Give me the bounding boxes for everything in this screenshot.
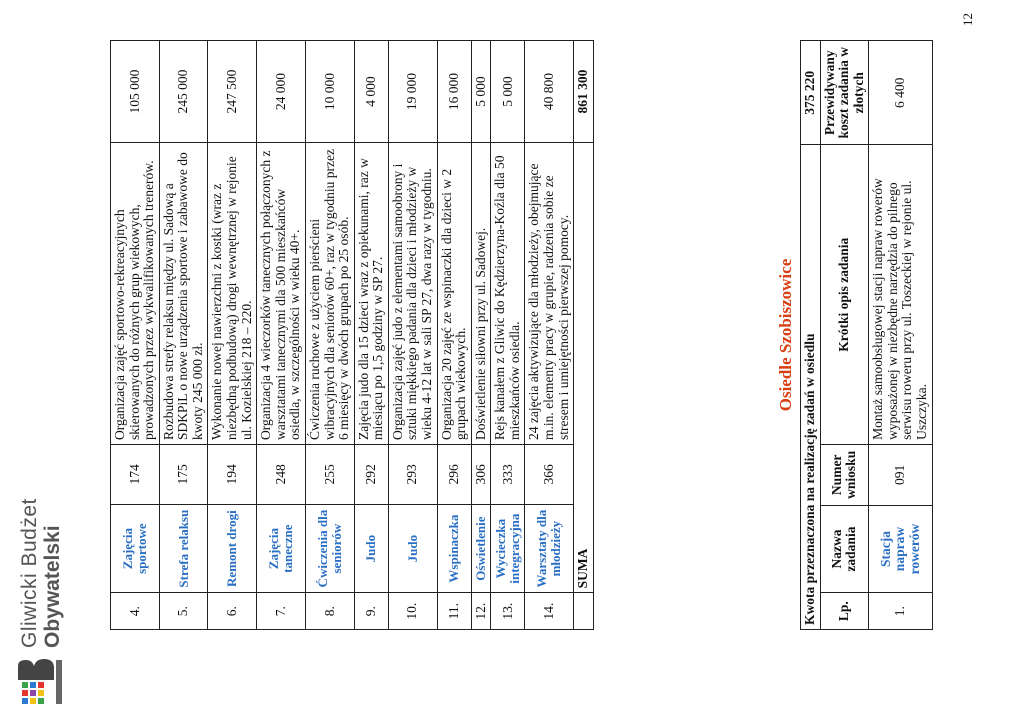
row-name: Judo (388, 504, 437, 593)
row-num: 175 (159, 445, 208, 505)
row-lp: 7. (257, 593, 306, 630)
row-name: Zajęcia sportowe (111, 504, 160, 593)
table-row (491, 41, 525, 630)
table-row (354, 41, 388, 630)
budget-logo-icon (14, 658, 66, 706)
row-cost: 24 000 (257, 41, 306, 143)
page-number: 12 (960, 13, 975, 26)
logo-line2: Obywatelski (41, 525, 64, 648)
row-num: 366 (525, 445, 574, 505)
table-row (471, 41, 491, 630)
header-lp: Lp. (820, 593, 869, 630)
row-desc: Organizacja 4 wieczorków tanecznych połączonych z warsztatami tanecznymi dla 500 mieszkańców osiedla, w szczególności w wieku 40+. (257, 143, 306, 445)
row-lp: 12. (471, 593, 491, 630)
row-desc: Wykonanie nowej nawierzchni z kostki (wraz z niezbędną podbudową) drogi wewnętrznej w rejonie ul. Kozielskiej 218 – 220. (208, 143, 257, 445)
row-desc: Organizacja 20 zajęć ze wspinaczki dla dzieci w 2 grupach wiekowych. (437, 143, 471, 445)
row-lp: 8. (305, 593, 354, 630)
amount-row (801, 41, 821, 630)
row-cost: 19 000 (388, 41, 437, 143)
szobiszowice-table (800, 40, 933, 630)
table-row (111, 41, 160, 630)
row-name: Wspinaczka (437, 504, 471, 593)
row-name: Judo (354, 504, 388, 593)
table-row (159, 41, 208, 630)
tasks-table (110, 40, 594, 630)
row-num: 296 (437, 445, 471, 505)
table-row (869, 41, 932, 630)
row-name: Oświetlenie (471, 504, 491, 593)
row-cost: 6 400 (869, 41, 932, 146)
table-row (257, 41, 306, 630)
table-row (437, 41, 471, 630)
sum-row (574, 41, 594, 630)
table-row (208, 41, 257, 630)
row-cost: 5 000 (491, 41, 525, 143)
row-desc: Organizacja zajęć judo z elementami samoobrony i sztuki miękkiego padania dla dzieci i młodzieży w wieku 4-12 lat w sali SP 27, dwa razy w tygodniu. (388, 143, 437, 445)
row-name: Warsztaty dla młodzieży (525, 504, 574, 593)
row-cost: 4 000 (354, 41, 388, 143)
table-row (388, 41, 437, 630)
row-lp: 9. (354, 593, 388, 630)
row-name: Strefa relaksu (159, 504, 208, 593)
row-cost: 40 800 (525, 41, 574, 143)
table-row (305, 41, 354, 630)
row-lp: 1. (869, 593, 932, 630)
row-num: 248 (257, 445, 306, 505)
row-cost: 5 000 (471, 41, 491, 143)
sum-label: SUMA (574, 143, 594, 593)
header-num: Numer wniosku (820, 444, 869, 505)
sum-spacer (574, 593, 594, 630)
header-desc: Krótki opis zadania (820, 145, 869, 444)
row-lp: 5. (159, 593, 208, 630)
row-num: 306 (471, 445, 491, 505)
table-row (525, 41, 574, 630)
row-name: Zajęcia taneczne (257, 504, 306, 593)
row-desc: Rozbudowa strefy relaksu między ul. Sadową a SDKPiL o nowe urządzenia sportowe i zabawowe do kwoty 245 000 zł. (159, 143, 208, 445)
sum-value: 861 300 (574, 41, 594, 143)
row-cost: 245 000 (159, 41, 208, 143)
row-num: 091 (869, 444, 932, 505)
row-desc: Rejs kanałem z Gliwic do Kędzierzyna-Koźla dla 50 mieszkańców osiedla. (491, 143, 525, 445)
row-name: Stacja napraw rowerów (869, 505, 932, 593)
row-lp: 4. (111, 593, 160, 630)
row-num: 293 (388, 445, 437, 505)
row-num: 255 (305, 445, 354, 505)
amount-label: Kwota przeznaczona na realizację zadań w osiedlu (801, 145, 821, 630)
row-num: 333 (491, 445, 525, 505)
section-title: Osiedle Szobiszowice (776, 258, 795, 412)
header-name: Nazwa zadania (820, 505, 869, 593)
logo (14, 446, 74, 706)
header-row (820, 41, 869, 630)
header-cost: Przewidywany koszt zadania w złotych (820, 41, 869, 146)
row-desc: Montaż samoobsługowej stacji napraw rowerów wyposażonej w niezbędne narzędzia do pilnego serwisu roweru przy ul. Toszeckiej w rejonie ul. Uszczyka. (869, 145, 932, 444)
row-lp: 6. (208, 593, 257, 630)
row-cost: 105 000 (111, 41, 160, 143)
row-cost: 247 500 (208, 41, 257, 143)
row-desc: Organizacja zajęć sportowo-rekreacyjnych skierowanych do różnych grup wiekowych, prowadzonych przez wykwalifikowanych trenerów. (111, 143, 160, 445)
row-desc: 24 zajęcia aktywizujące dla młodzieży, obejmujące m.in. elementy pracy w grupie, radzenia sobie ze stresem i umiejętności pierwszej pomocy. (525, 143, 574, 445)
row-name: Wycieczka integracyjna (491, 504, 525, 593)
row-lp: 14. (525, 593, 574, 630)
row-name: Ćwiczenia dla seniorów (305, 504, 354, 593)
row-num: 292 (354, 445, 388, 505)
row-desc: Zajęcia judo dla 15 dzieci wraz z opiekunami, raz w miesiącu po 1,5 godziny w SP 27. (354, 143, 388, 445)
row-num: 174 (111, 445, 160, 505)
row-lp: 11. (437, 593, 471, 630)
amount-value: 375 220 (801, 41, 821, 146)
row-cost: 10 000 (305, 41, 354, 143)
row-cost: 16 000 (437, 41, 471, 143)
row-lp: 13. (491, 593, 525, 630)
logo-line1: Gliwicki Budżet (18, 498, 41, 648)
row-name: Remont drogi (208, 504, 257, 593)
row-desc: Ćwiczenia ruchowe z użyciem pierścieni wibracyjnych dla seniorów 60+, raz w tygodniu przez 6 miesięcy w dwóch grupach po 25 osób. (305, 143, 354, 445)
row-lp: 10. (388, 593, 437, 630)
row-desc: Doświetlenie siłowni przy ul. Sadowej. (471, 143, 491, 445)
row-num: 194 (208, 445, 257, 505)
